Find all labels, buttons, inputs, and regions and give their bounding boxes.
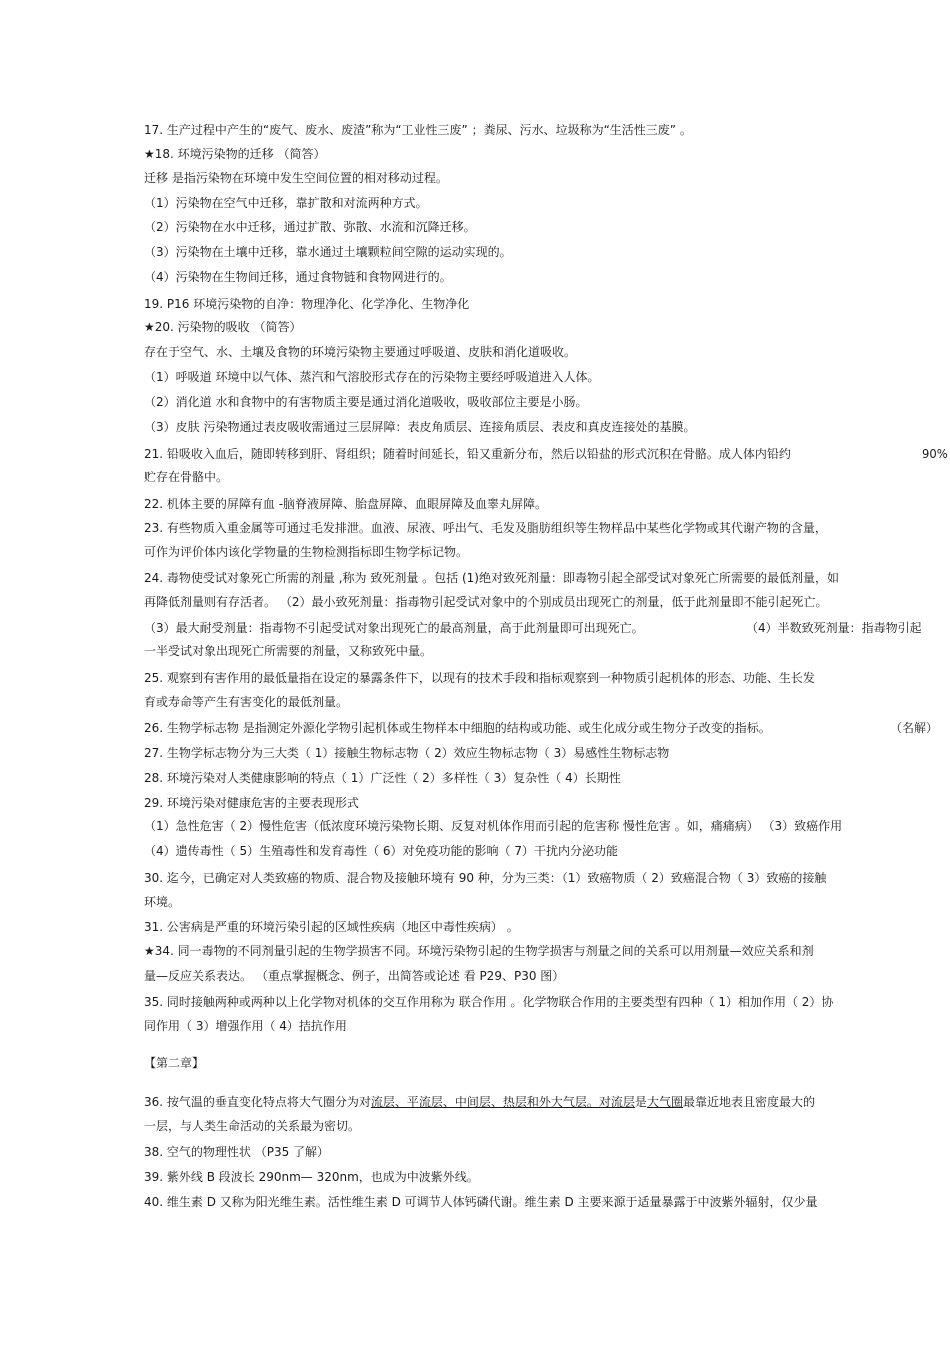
item-38: 38. 空气的物理性状 （P35 了解）: [144, 1145, 330, 1159]
item-35-line-1: 35. 同时接触两种或两种以上化学物对机体的交互作用称为 联合作用 。化学物联合作用的主要类型有四种（ 1）相加作用（ 2）协: [144, 995, 834, 1009]
item-29-line-1: （1）急性危害（ 2）慢性危害（低浓度环境污染物长期、反复对机体作用而引起的危害称 慢性危害 。如，痛痛病） （3）致癌作用: [144, 819, 843, 833]
item-36-text-mid: 是: [634, 1095, 647, 1109]
item-34-line-1: ★34. 同一毒物的不同剂量引起的生物学损害不同。环境污染物引起的生物学损害与剂量之间的关系可以用剂量—效应关系和剂: [144, 944, 814, 958]
item-36-text-end: 最靠近地表且密度最大的: [682, 1095, 815, 1109]
item-18-point-2: （2）污染物在水中迁移，通过扩散、弥散、水流和沉降迁移。: [144, 220, 476, 234]
item-31: 31. 公害病是严重的环境污染引起的区域性疾病（地区中毒性疾病） 。: [144, 920, 519, 934]
item-18-point-4: （4）污染物在生物间迁移，通过食物链和食物网进行的。: [144, 270, 452, 284]
item-21-percent: 90%: [922, 447, 948, 461]
item-21-line-1: 21. 铅吸收入血后，随即转移到肝、肾组织；随着时间延长，铅又重新分布，然后以铅盐的形式沉积在骨骼。成人体内铅约: [144, 447, 791, 461]
item-30-line-1: 30. 迄今，已确定对人类致癌的物质、混合物及接触环境有 90 种，分为三类：（1）致癌物质（ 2）致癌混合物（ 3）致癌的接触: [144, 871, 827, 885]
item-17: 17. 生产过程中产生的“废气、废水、废渣”称为“工业性三废” ；粪尿、污水、垃圾称为“生活性三废” 。: [144, 123, 692, 137]
item-23-line-1: 23. 有些物质入重金属等可通过毛发排泄。血液、尿液、呼出气、毛发及脂肪组织等生物样品中某些化学物或其代谢产物的含量，: [144, 521, 827, 535]
item-25-line-1: 25. 观察到有害作用的最低量指在设定的暴露条件下，以现有的技术手段和指标观察到一种物质引起机体的形态、功能、生长发: [144, 671, 815, 685]
item-20-point-1: （1）呼吸道 环境中以气体、蒸汽和气溶胶形式存在的污染物主要经呼吸道进入人体。: [144, 370, 600, 384]
item-30-line-2: 环境。: [144, 895, 181, 909]
item-36-line-2: 一层，与人类生命活动的关系最为密切。: [144, 1119, 361, 1133]
item-20-point-3: （3）皮肤 污染物通过表皮吸收需通过三层屏障：表皮角质层、连接角质层、表皮和真皮连接处的基膜。: [144, 420, 696, 434]
item-36-underlined-atmosphere: 大气圈: [646, 1095, 683, 1109]
item-22: 22. 机体主要的屏障有血 -脑脊液屏障、胎盘屏障、血眼屏障及血睾丸屏障。: [144, 497, 548, 511]
item-24-line-3-right: （4）半数致死剂量：指毒物引起: [746, 621, 922, 635]
chapter-heading: 【第二章】: [144, 1056, 205, 1070]
item-40: 40. 维生素 D 又称为阳光维生素。活性维生素 D 可调节人体钙磷代谢。维生素 D 主要来源于适量暴露于中波紫外辐射，仅少量: [144, 1195, 818, 1209]
item-25-line-2: 育或寿命等产生有害变化的最低剂量。: [144, 695, 349, 709]
item-27: 27. 生物学标志物分为三大类（ 1）接触生物标志物（ 2）效应生物标志物（ 3）易感性生物标志物: [144, 746, 670, 760]
item-26: 26. 生物学标志物 是指测定外源化学物引起机体或生物样本中细胞的结构或功能、或生化成分或生物分子改变的指标。: [144, 721, 771, 735]
item-24-line-1: 24. 毒物使受试对象死亡所需的剂量 ,称为 致死剂量 。包括 (1)绝对致死剂量：即毒物引起全部受试对象死亡所需要的最低剂量，如: [144, 571, 839, 585]
item-18-point-3: （3）污染物在土壤中迁移，靠水通过土壤颗粒间空隙的运动实现的。: [144, 245, 512, 259]
item-20-definition: 存在于空气、水、土壤及食物的环境污染物主要通过呼吸道、皮肤和消化道吸收。: [144, 345, 577, 359]
item-19: 19. P16 环境污染物的自净：物理净化、化学净化、生物净化: [144, 297, 470, 311]
item-36-line-1: [144, 1094, 815, 1110]
item-28: 28. 环境污染对人类健康影响的特点（ 1）广泛性（ 2）多样性（ 3）复杂性（ 4）长期性: [144, 771, 621, 785]
item-39: 39. 紫外线 B 段波长 290nm— 320nm，也成为中波紫外线。: [144, 1170, 479, 1184]
item-24-line-3: （3）最大耐受剂量：指毒物不引起受试对象出现死亡的最高剂量，高于此剂量即可出现死亡。: [144, 621, 644, 635]
item-24-line-2: 再降低剂量则有存活者。 （2）最小致死剂量：指毒物引起受试对象中的个别成员出现死亡的剂量，低于此剂量即不能引起死亡。: [144, 595, 828, 609]
item-26-tag: （名解）: [890, 721, 939, 735]
item-23-line-2: 可作为评价体内该化学物量的生物检测指标即生物学标记物。: [144, 545, 469, 559]
item-20-point-2: （2）消化道 水和食物中的有害物质主要是通过消化道吸收，吸收部位主要是小肠。: [144, 395, 588, 409]
item-20-heading: ★20. 污染物的吸收 （简答）: [144, 320, 302, 334]
item-29-line-2: （4）遗传毒性（ 5）生殖毒性和发育毒性（ 6）对免疫功能的影响（ 7）干扰内分泌功能: [144, 844, 618, 858]
item-36-underlined-layers: 流层、平流层、中间层、热层和外大气层。对流层: [370, 1095, 635, 1109]
item-18-definition: 迁移 是指污染物在环境中发生空间位置的相对移动过程。: [144, 171, 448, 185]
item-24-line-4: 一半受试对象出现死亡所需要的剂量，又称致死中量。: [144, 644, 433, 658]
item-36-text-start: 36. 按气温的垂直变化特点将大气圈分为对: [144, 1095, 371, 1109]
item-21-line-2: 贮存在骨骼中。: [144, 470, 229, 484]
item-34-line-2: 量—反应关系表达。 （重点掌握概念、例子，出简答或论述 看 P29、P30 图）: [144, 969, 565, 983]
item-29-heading: 29. 环境污染对健康危害的主要表现形式: [144, 796, 359, 810]
item-18-heading: ★18. 环境污染物的迁移 （简答）: [144, 147, 326, 161]
item-18-point-1: （1）污染物在空气中迁移，靠扩散和对流两种方式。: [144, 196, 428, 210]
item-35-line-2: 同作用（ 3）增强作用（ 4）拮抗作用: [144, 1019, 347, 1033]
